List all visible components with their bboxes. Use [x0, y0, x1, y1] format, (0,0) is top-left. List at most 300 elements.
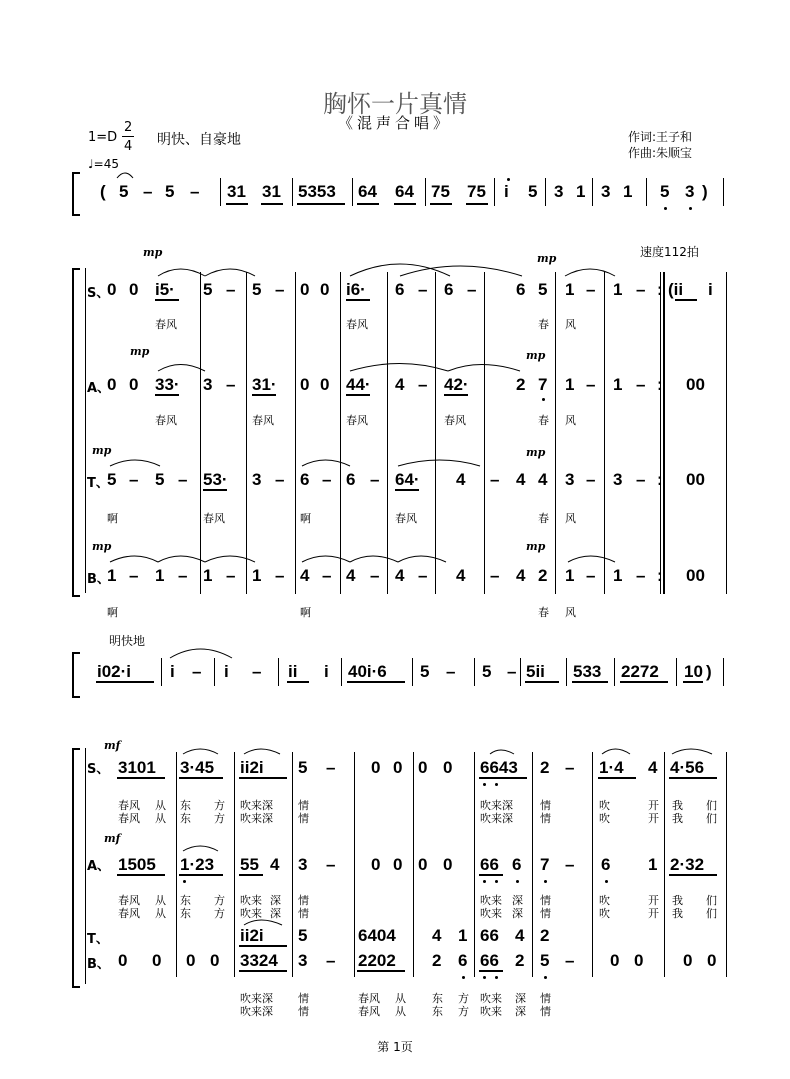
barline [532, 752, 533, 977]
note: 2 [516, 375, 526, 394]
note: 31 [227, 182, 246, 201]
note: 533 [573, 662, 602, 681]
beam [179, 874, 223, 876]
lyric: 吹来深 [240, 992, 273, 1005]
system4-bracket [72, 748, 80, 988]
lyric: 我 [672, 894, 683, 907]
lyric: 风 [565, 318, 576, 331]
note: 1 [648, 855, 658, 874]
lyric: 我 [672, 812, 683, 825]
lyric: 从 [155, 907, 166, 920]
barline [425, 178, 426, 206]
dynamic-mp: mp [526, 446, 546, 459]
note: 4 [516, 566, 526, 585]
lyric: 们 [706, 812, 717, 825]
barline [220, 178, 221, 206]
octave-dot [516, 880, 519, 883]
dynamic-mp: mp [130, 345, 150, 358]
note: 4 [515, 926, 525, 945]
bass-label: B、 [87, 572, 110, 587]
note: 3 [554, 182, 564, 201]
alto-label: A、 [87, 381, 111, 396]
tenor-label: T、 [87, 932, 109, 947]
note: – [226, 375, 236, 394]
note: 0 [443, 855, 453, 874]
note: i [708, 280, 713, 299]
lyric: 从 [395, 1005, 406, 1018]
note: – [326, 758, 336, 777]
lyric: 情 [540, 894, 551, 907]
lyric: 春风 [155, 414, 177, 427]
note: – [636, 280, 646, 299]
note: 00 [686, 470, 705, 489]
note: 33· [155, 375, 180, 394]
intro-open-paren: ( [100, 182, 106, 201]
dynamic-mp: mp [92, 540, 112, 553]
lyric: 春风 [118, 812, 140, 825]
note: 1 [613, 280, 623, 299]
note: 0 [107, 375, 117, 394]
lyric: 我 [672, 799, 683, 812]
note: 5 [298, 926, 308, 945]
dynamic-mp: mp [143, 246, 163, 259]
note: 31 [262, 182, 281, 201]
lyric: 吹来 [240, 894, 262, 907]
note: 1·23 [180, 855, 215, 874]
lyric: 方 [214, 894, 225, 907]
lyric: 从 [395, 992, 406, 1005]
lyric: 春 [538, 414, 549, 427]
lyric: 情 [298, 1005, 309, 1018]
note: i [170, 662, 175, 681]
note: i6· [346, 280, 366, 299]
octave-dot [183, 880, 186, 883]
note: 1 [107, 566, 117, 585]
barline [292, 752, 293, 977]
lyric: 风 [565, 414, 576, 427]
note: 0 [300, 280, 310, 299]
note: 6404 [358, 926, 396, 945]
lyric: 啊 [300, 512, 311, 525]
note: 4 [270, 855, 280, 874]
lyric: 们 [706, 799, 717, 812]
note: 6 [512, 855, 522, 874]
page-subtitle: 《混声合唱》 [337, 114, 452, 132]
lyric: 吹来 [240, 907, 262, 920]
beam [261, 203, 283, 205]
system4-barline-left [85, 748, 86, 984]
lyric: 情 [298, 799, 309, 812]
beam [96, 681, 154, 683]
note: – [446, 662, 456, 681]
note: 0 [300, 375, 310, 394]
note: 1 [565, 280, 575, 299]
note: 0 [210, 951, 220, 970]
note: 31· [252, 375, 277, 394]
note: 0 [443, 758, 453, 777]
lyric: 从 [155, 812, 166, 825]
note: 66 [480, 951, 499, 970]
note: – [252, 662, 262, 681]
note: – [143, 182, 153, 201]
note: 0 [320, 280, 330, 299]
octave-dot [462, 976, 465, 979]
note: i [504, 182, 509, 201]
lyric: 春 [538, 512, 549, 525]
barline [566, 658, 567, 686]
lyric: 吹 [599, 799, 610, 812]
barline [292, 178, 293, 206]
note: 5 [528, 182, 538, 201]
note: 6 [444, 280, 454, 299]
lyric: 从 [155, 894, 166, 907]
barline [474, 658, 475, 686]
note: 3 [613, 470, 623, 489]
lyric: 深 [512, 894, 523, 907]
note: ) [702, 182, 708, 201]
beam [525, 681, 559, 683]
octave-dot [495, 880, 498, 883]
lyric: 方 [458, 992, 469, 1005]
composer: 作曲:朱顺宝 [628, 146, 693, 160]
note: – [226, 280, 236, 299]
beam [466, 203, 488, 205]
lyric: 吹来深 [480, 812, 513, 825]
barline [592, 752, 593, 977]
note: 4 [456, 566, 466, 585]
barline [520, 658, 521, 686]
lyric: 吹来 [480, 1005, 502, 1018]
note: 5 [298, 758, 308, 777]
lyric: 春风 [346, 318, 368, 331]
lyric: 们 [706, 894, 717, 907]
lyric: 春风 [252, 414, 274, 427]
note: 4 [395, 375, 405, 394]
lyric: 深 [515, 992, 526, 1005]
note: – [370, 566, 380, 585]
note: 5 [155, 470, 165, 489]
note: 0 [118, 951, 128, 970]
slur [244, 749, 280, 754]
note: 3 [298, 855, 308, 874]
note: 0 [186, 951, 196, 970]
dynamic-mp: mp [526, 349, 546, 362]
note: 0 [683, 951, 693, 970]
note: 1 [613, 375, 623, 394]
system2-barline-left [85, 268, 86, 593]
barline [413, 752, 414, 977]
barline [246, 272, 247, 594]
slur [400, 266, 522, 276]
note: 4 [538, 470, 548, 489]
note: 3 [601, 182, 611, 201]
time-signature-bar [122, 136, 134, 137]
repeat-sign: : [657, 375, 663, 394]
style-marking: 明快、自豪地 [157, 132, 241, 148]
note: – [636, 566, 646, 585]
note: 5 [538, 280, 548, 299]
beam [430, 203, 452, 205]
octave-dot [664, 207, 667, 210]
time-signature-bottom: 4 [124, 139, 133, 154]
note: 0 [371, 758, 381, 777]
octave-dot [495, 783, 498, 786]
lyric: 开 [648, 812, 659, 825]
lyric: 春风 [358, 1005, 380, 1018]
note: – [178, 470, 188, 489]
note: – [586, 470, 596, 489]
note: – [192, 662, 202, 681]
note: – [490, 566, 500, 585]
slur [398, 460, 480, 466]
lyric: 春风 [444, 414, 466, 427]
note: – [565, 951, 575, 970]
note: ii2i [240, 926, 264, 945]
note: 3 [685, 182, 695, 201]
note: 2·32 [670, 855, 705, 874]
lyric: 情 [298, 907, 309, 920]
beam [203, 489, 227, 491]
slur [602, 749, 630, 754]
note: 00 [686, 375, 705, 394]
slur [183, 749, 218, 754]
lyric: 东 [432, 1005, 443, 1018]
lyric: 吹 [599, 812, 610, 825]
note: 1 [576, 182, 586, 201]
note: 2202 [358, 951, 396, 970]
octave-dot [542, 398, 545, 401]
slur [158, 556, 205, 562]
barline [341, 658, 342, 686]
barline [723, 178, 724, 206]
beam [669, 874, 717, 876]
note: 1 [565, 375, 575, 394]
note: – [129, 470, 139, 489]
lyric: 吹来深 [240, 1005, 273, 1018]
barline [214, 658, 215, 686]
note: – [322, 566, 332, 585]
note: 3101 [118, 758, 156, 777]
note: 3 [298, 951, 308, 970]
repeat-barline [663, 272, 665, 594]
lyric: 情 [540, 799, 551, 812]
lyric: 吹来深 [240, 799, 273, 812]
note: – [586, 566, 596, 585]
note: 64 [395, 182, 414, 201]
lyric: 方 [214, 799, 225, 812]
slur [110, 556, 158, 562]
lyric: 吹来深 [480, 799, 513, 812]
note: – [636, 470, 646, 489]
beam [252, 394, 276, 396]
note: 6 [516, 280, 526, 299]
note: 1 [252, 566, 262, 585]
note: 1 [203, 566, 213, 585]
beam [287, 681, 309, 683]
note: 0 [393, 855, 403, 874]
note: 53· [203, 470, 228, 489]
lyric: 深 [512, 907, 523, 920]
lyric: 吹来 [480, 992, 502, 1005]
beam [155, 299, 179, 301]
note: 5 [482, 662, 492, 681]
expression-marking: 明快地 [109, 634, 146, 648]
note: 64· [395, 470, 420, 489]
note: 4·56 [670, 758, 705, 777]
note: – [226, 566, 236, 585]
lyric: 吹 [599, 894, 610, 907]
lyric: 春风 [155, 318, 177, 331]
note: 2 [540, 926, 550, 945]
note: 5 [252, 280, 262, 299]
beam [357, 203, 379, 205]
note: – [275, 566, 285, 585]
note: 6 [395, 280, 405, 299]
note: 2 [538, 566, 548, 585]
note: 6 [458, 951, 468, 970]
note: 44· [346, 375, 371, 394]
beam [239, 777, 287, 779]
note: – [418, 280, 428, 299]
note: – [418, 375, 428, 394]
lyric: 情 [298, 894, 309, 907]
note: – [490, 470, 500, 489]
dynamic-mp: mp [92, 444, 112, 457]
system2-bracket [72, 268, 80, 597]
octave-dot [544, 976, 547, 979]
note: 0 [610, 951, 620, 970]
note: – [467, 280, 477, 299]
note: 0 [107, 280, 117, 299]
note: 3·45 [180, 758, 215, 777]
note: i02·i [97, 662, 132, 681]
note: 1·4 [599, 758, 624, 777]
beam [239, 970, 287, 972]
beam [683, 681, 703, 683]
lyric: 春风 [358, 992, 380, 1005]
note: 75 [431, 182, 450, 201]
lyric: 东 [432, 992, 443, 1005]
note: 4 [516, 470, 526, 489]
barline [660, 272, 661, 594]
note: 4 [648, 758, 658, 777]
lyric: 春 [538, 606, 549, 619]
beam [395, 489, 419, 491]
beam [479, 874, 503, 876]
beam [669, 777, 717, 779]
beam [346, 299, 370, 301]
barline [387, 272, 388, 594]
barline [352, 178, 353, 206]
note: 0 [371, 855, 381, 874]
slur [110, 460, 160, 466]
note: 1 [565, 566, 575, 585]
note: – [507, 662, 517, 681]
note: 10 [684, 662, 703, 681]
beam [297, 203, 345, 205]
lyric: 方 [458, 1005, 469, 1018]
barline [176, 752, 177, 977]
note: 4 [432, 926, 442, 945]
beam [155, 394, 179, 396]
note: 0 [393, 758, 403, 777]
note: ii [288, 662, 298, 681]
beam [479, 777, 527, 779]
barline [614, 658, 615, 686]
note: 5 [203, 280, 213, 299]
note: 66 [480, 855, 499, 874]
note: 75 [467, 182, 486, 201]
beam [239, 945, 287, 947]
note: 5 [420, 662, 430, 681]
key-signature: 1=D [88, 130, 118, 145]
note: 1 [155, 566, 165, 585]
note: 6 [346, 470, 356, 489]
octave-dot [483, 880, 486, 883]
lyric: 春 [538, 318, 549, 331]
barline [646, 178, 647, 206]
barline [295, 272, 296, 594]
octave-dot [483, 783, 486, 786]
note: 6643 [480, 758, 518, 777]
note: – [586, 375, 596, 394]
note: 00 [686, 566, 705, 585]
beam [394, 203, 416, 205]
note: – [565, 758, 575, 777]
beam [179, 777, 223, 779]
note: 2272 [621, 662, 659, 681]
lyric: 吹来 [480, 907, 502, 920]
barline [484, 272, 485, 594]
lyric: 从 [155, 799, 166, 812]
note: – [322, 470, 332, 489]
note: 0 [129, 375, 139, 394]
note: 0 [320, 375, 330, 394]
note: 40i·6 [348, 662, 387, 681]
note: 3 [203, 375, 213, 394]
soprano-label: S、 [87, 286, 110, 301]
barline [494, 178, 495, 206]
note: 0 [418, 855, 428, 874]
beam [346, 394, 370, 396]
barline [354, 752, 355, 977]
note: i5· [155, 280, 175, 299]
tempo-marking: ♩=45 [88, 157, 119, 171]
lyric: 春风 [203, 512, 225, 525]
lyric: 深 [270, 907, 281, 920]
note: – [370, 470, 380, 489]
barline [161, 658, 162, 686]
beam [117, 777, 165, 779]
system1-bracket [72, 172, 80, 216]
page-number: 第 1页 [377, 1040, 413, 1054]
note: 3 [565, 470, 575, 489]
slur [568, 556, 615, 562]
dynamic-mf: mf [104, 739, 121, 752]
note: 3324 [240, 951, 278, 970]
note: 6 [601, 855, 611, 874]
slur [350, 556, 398, 562]
note: 6 [300, 470, 310, 489]
note: 4 [456, 470, 466, 489]
lyric: 春风 [118, 907, 140, 920]
note: (ii [668, 280, 684, 299]
lyric: 情 [540, 1005, 551, 1018]
lyric: 东 [180, 812, 191, 825]
note: 5 [119, 182, 129, 201]
page-title: 胸怀一片真情 [323, 90, 467, 118]
slur [183, 846, 218, 851]
